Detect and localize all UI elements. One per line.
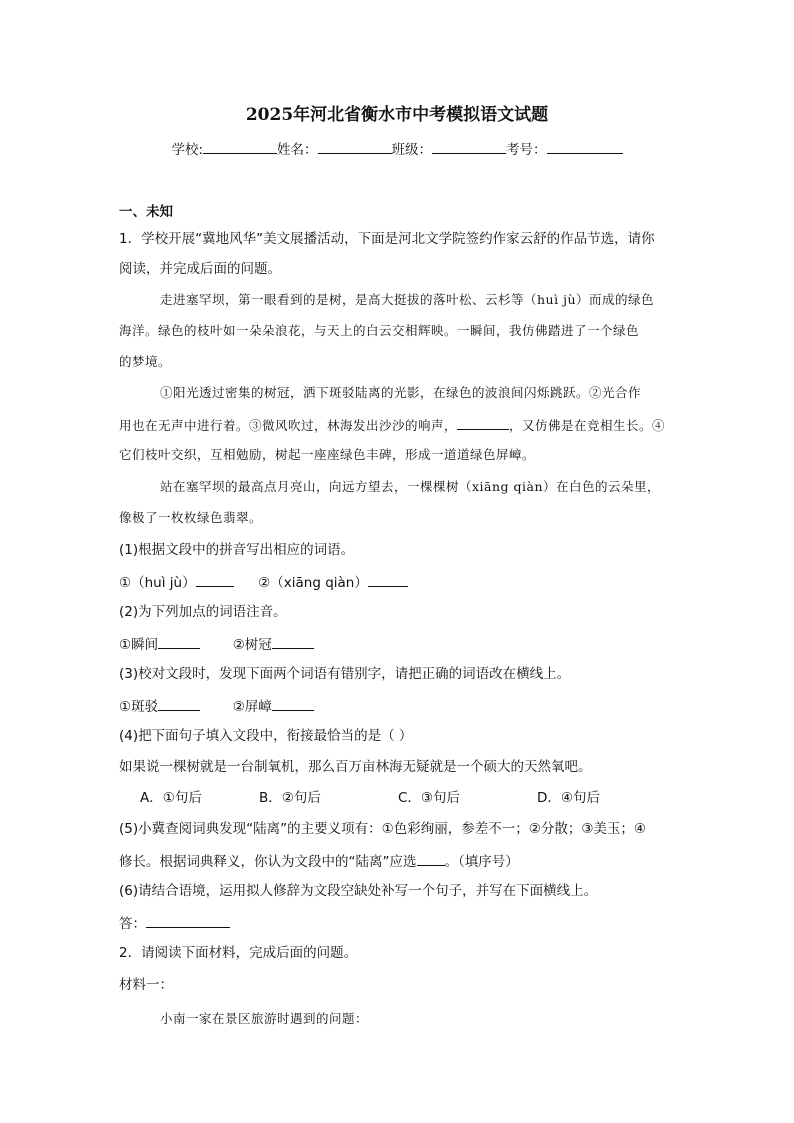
s2-blank-a[interactable] [158,634,200,649]
option-b[interactable]: B．②句后 [259,790,321,806]
sub-question-2-answers [119,634,314,654]
name-blank[interactable] [318,139,392,154]
school-blank[interactable] [203,139,277,154]
s3-blank-a[interactable] [158,696,200,711]
sub-question-3: (3)校对文段时，发现下面两个词语有错别字，请把正确的词语改在横线上。 [119,666,571,682]
sub-question-5-line2 [119,851,519,871]
passage-p2-line2 [119,415,665,435]
class-blank[interactable] [432,139,506,154]
class-label: 班级： [391,142,433,158]
number-label: 考号： [506,142,547,158]
answer-blank[interactable] [146,913,230,928]
passage-p1-line1: 走进塞罕坝，第一眼看到的是树，是高大挺拔的落叶松、云杉等（huì jù）而成的绿色 [160,292,655,307]
sub-question-5-line1: (5)小冀查阅词典发现“陆离”的主要义项有：①色彩绚丽，参差不一；②分散；③美玉；④ [119,821,647,837]
passage-p3-line2: 像极了一枚枚绿色翡翠。 [119,510,263,525]
sub-question-4-sentence: 如果说一棵树就是一台制氧机，那么百万亩林海无疑就是一个硕大的天然氧吧。 [119,759,592,775]
sub-question-1: (1)根据文段中的拼音写出相应的词语。 [119,542,355,558]
sub-question-6: (6)请结合语境，运用拟人修辞为文段空缺处补写一个句子，并写在下面横线上。 [119,883,598,899]
q2-material-1-line1: 小南一家在景区旅游时遇到的问题： [160,1011,369,1026]
s2-item-b: ②树冠 [232,637,272,653]
q1-intro-line1: 1．学校开展“冀地风华”美文展播活动，下面是河北文学院签约作家云舒的作品节选，请你 [119,231,655,247]
passage-p2-line2-end: ，又仿佛是在竞相生长。④ [509,418,666,433]
exam-title: 2025年河北省衡水市中考模拟语文试题 [245,105,549,125]
sub-question-1-answers [119,572,408,592]
answer-label: 答： [119,916,146,932]
s3-item-b: ②屏嶂 [232,699,272,715]
sub-question-4-options [140,789,600,807]
sub-question-4: (4)把下面句子填入文段中，衔接最恰当的是（ ） [119,728,413,744]
s1-item-b: ②（xiāng qiàn） [258,575,368,591]
q2-intro: 2．请阅读下面材料，完成后面的问题。 [119,945,358,961]
passage-p1-line3: 的梦境。 [119,354,172,369]
passage-p2-line2-start: 用也在无声中进行着。③微风吹过，林海发出沙沙的响声， [119,418,458,433]
number-blank[interactable] [547,139,623,154]
s1-blank-a[interactable] [196,572,234,587]
s2-blank-b[interactable] [272,634,314,649]
s5-text-start: 修长。根据词典释义，你认为文段中的“陆离”应选 [119,854,417,870]
s3-blank-b[interactable] [272,696,314,711]
option-a[interactable]: A．①句后 [140,790,202,806]
s2-item-a: ①瞬间 [119,637,159,653]
passage-p3-line1: 站在塞罕坝的最高点月亮山，向远方望去，一棵棵树（xiāng qiàn）在白色的云朵里， [160,479,661,494]
passage-p2-line3: 它们枝叶交织，互相勉励，树起一座座绿色丰碑，形成一道道绿色屏嶂。 [119,447,536,462]
section-heading: 一、未知 [119,204,173,220]
s3-item-a: ①斑驳 [119,699,159,715]
answer-line [119,913,230,933]
passage-p1-line2: 海洋。绿色的枝叶如一朵朵浪花，与天上的白云交相辉映。一瞬间，我仿佛踏进了一个绿色 [119,323,640,338]
school-label: 学校: [171,142,204,158]
s1-blank-b[interactable] [368,572,408,587]
passage-gap-blank[interactable] [457,415,509,430]
s5-text-end: 。（填序号） [444,854,519,870]
name-label: 姓名： [277,142,318,158]
passage-p2-line1: ①阳光透过密集的树冠，洒下斑驳陆离的光影，在绿色的波浪间闪烁跳跃。②光合作 [160,385,642,400]
sub-question-3-answers [119,696,314,716]
student-info-row [0,139,794,159]
q2-material-label: 材料一： [119,977,173,993]
s1-item-a: ①（huì jù） [119,575,196,591]
option-d[interactable]: D．④句后 [537,790,600,806]
q1-intro-line2: 阅读，并完成后面的问题。 [119,261,281,277]
option-c[interactable]: C．③句后 [398,790,461,806]
sub-question-2: (2)为下列加点的词语注音。 [119,604,287,620]
s5-blank[interactable] [417,851,445,866]
